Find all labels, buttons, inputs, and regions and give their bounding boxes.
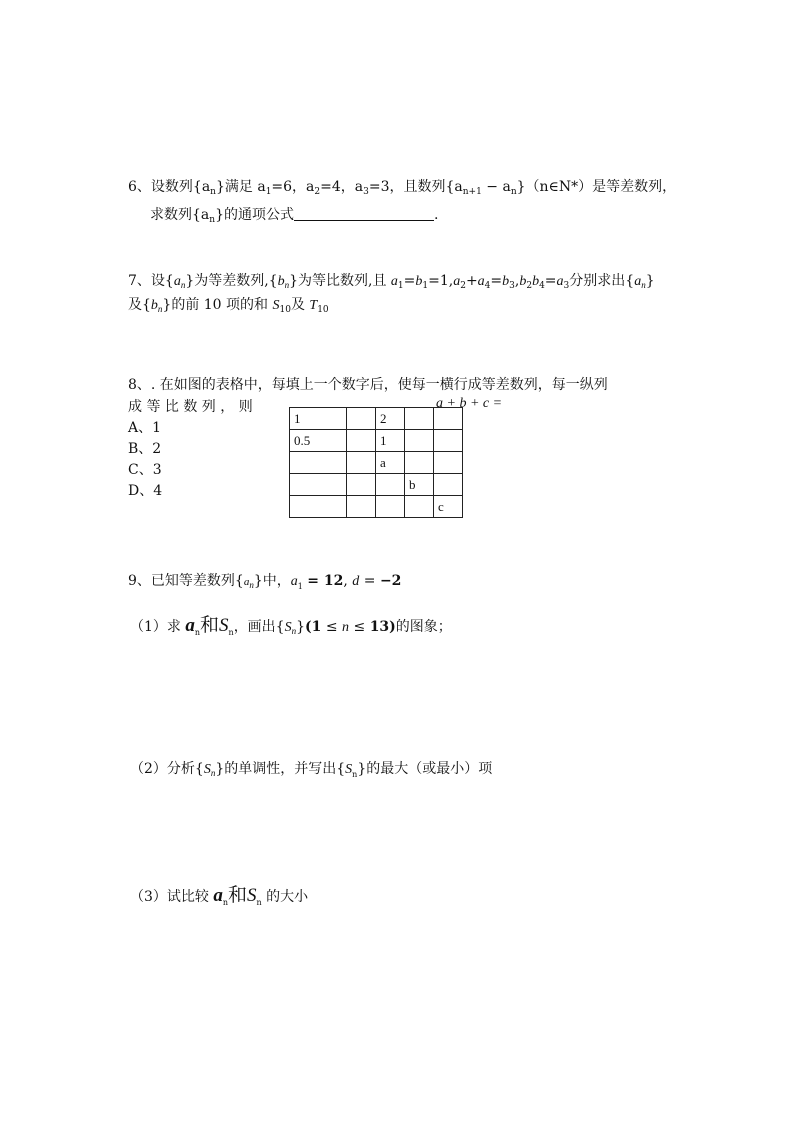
table-cell	[347, 474, 376, 496]
answer-blank[interactable]	[294, 206, 434, 221]
table-cell	[405, 408, 434, 430]
table-cell: b	[405, 474, 434, 496]
table-cell	[347, 430, 376, 452]
table-cell	[434, 408, 463, 430]
table-cell: 2	[376, 408, 405, 430]
q8-option-d[interactable]: D、4	[128, 483, 163, 499]
table-cell	[434, 452, 463, 474]
table-cell	[347, 496, 376, 518]
table-cell	[434, 474, 463, 496]
table-cell	[347, 452, 376, 474]
table-cell	[376, 474, 405, 496]
q6-line2: 求数列$\{a_n\}$的通项公式 .	[150, 207, 439, 225]
table-cell	[290, 474, 347, 496]
q8-table	[289, 407, 463, 518]
table-cell	[405, 430, 434, 452]
q8-line1: 8、. 在如图的表格中，每填上一个数字后，使每一横行成等差数列，每一纵列	[128, 377, 608, 393]
table-cell	[405, 496, 434, 518]
q9-part1: （1）求 $a_n$和$S_n$，画出$\{S_n\}(1 \le n \le 13)$的图象；	[130, 615, 452, 637]
table-cell	[376, 496, 405, 518]
table-row	[290, 408, 463, 430]
table-cell: 0.5	[290, 430, 347, 452]
table-row	[290, 452, 463, 474]
table-cell	[405, 452, 434, 474]
table-cell	[290, 452, 347, 474]
table-cell: c	[434, 496, 463, 518]
q8-expression: a + b + c =	[436, 396, 503, 411]
table-row	[290, 496, 463, 518]
table-cell: 1	[376, 430, 405, 452]
q9-part3: （3）试比较 $a_n$和$S_n$ 的大小	[130, 885, 309, 907]
q7-line2: 及$\{b_n\}$的前 10 项的和 $S_{10}$及 $T_{10}$	[128, 297, 329, 315]
q9-part2: （2）分析$\{S_n\}$的单调性，并写出$\{S_n\}$的最大（或最小）项	[130, 761, 493, 779]
q8-option-b[interactable]: B、2	[128, 441, 162, 457]
table-cell	[347, 408, 376, 430]
table-row	[290, 474, 463, 496]
table-row	[290, 430, 463, 452]
table-cell	[434, 430, 463, 452]
q9-stem: 9、已知等差数列$\{a_n\}$中，$a_1 = 12$, d = −2	[128, 573, 402, 591]
q8-option-c[interactable]: C、3	[128, 462, 162, 478]
q8-option-a[interactable]: A、1	[128, 420, 162, 436]
table-cell: 1	[290, 408, 347, 430]
table-cell	[290, 496, 347, 518]
q6-line1: 6、设数列$\{a_n\}$满足 $a_1=6$，$a_2=4$，$a_3=3$，且数列{$a_{n+1}$ − $a_n\}(n\in N*)$是等差数列，	[128, 179, 677, 197]
table-cell: a	[376, 452, 405, 474]
q7-line1: 7、设$\{a_n\}$为等差数列$,\{b_n\}$为等比数列,且 $a_1=b_1=1,a_2+a_4=b_3,b_2b_4=a_3$分别求出$\{a_n\}$	[128, 273, 655, 291]
q8-line2: 成 等 比 数 列 ， 则	[128, 399, 253, 415]
